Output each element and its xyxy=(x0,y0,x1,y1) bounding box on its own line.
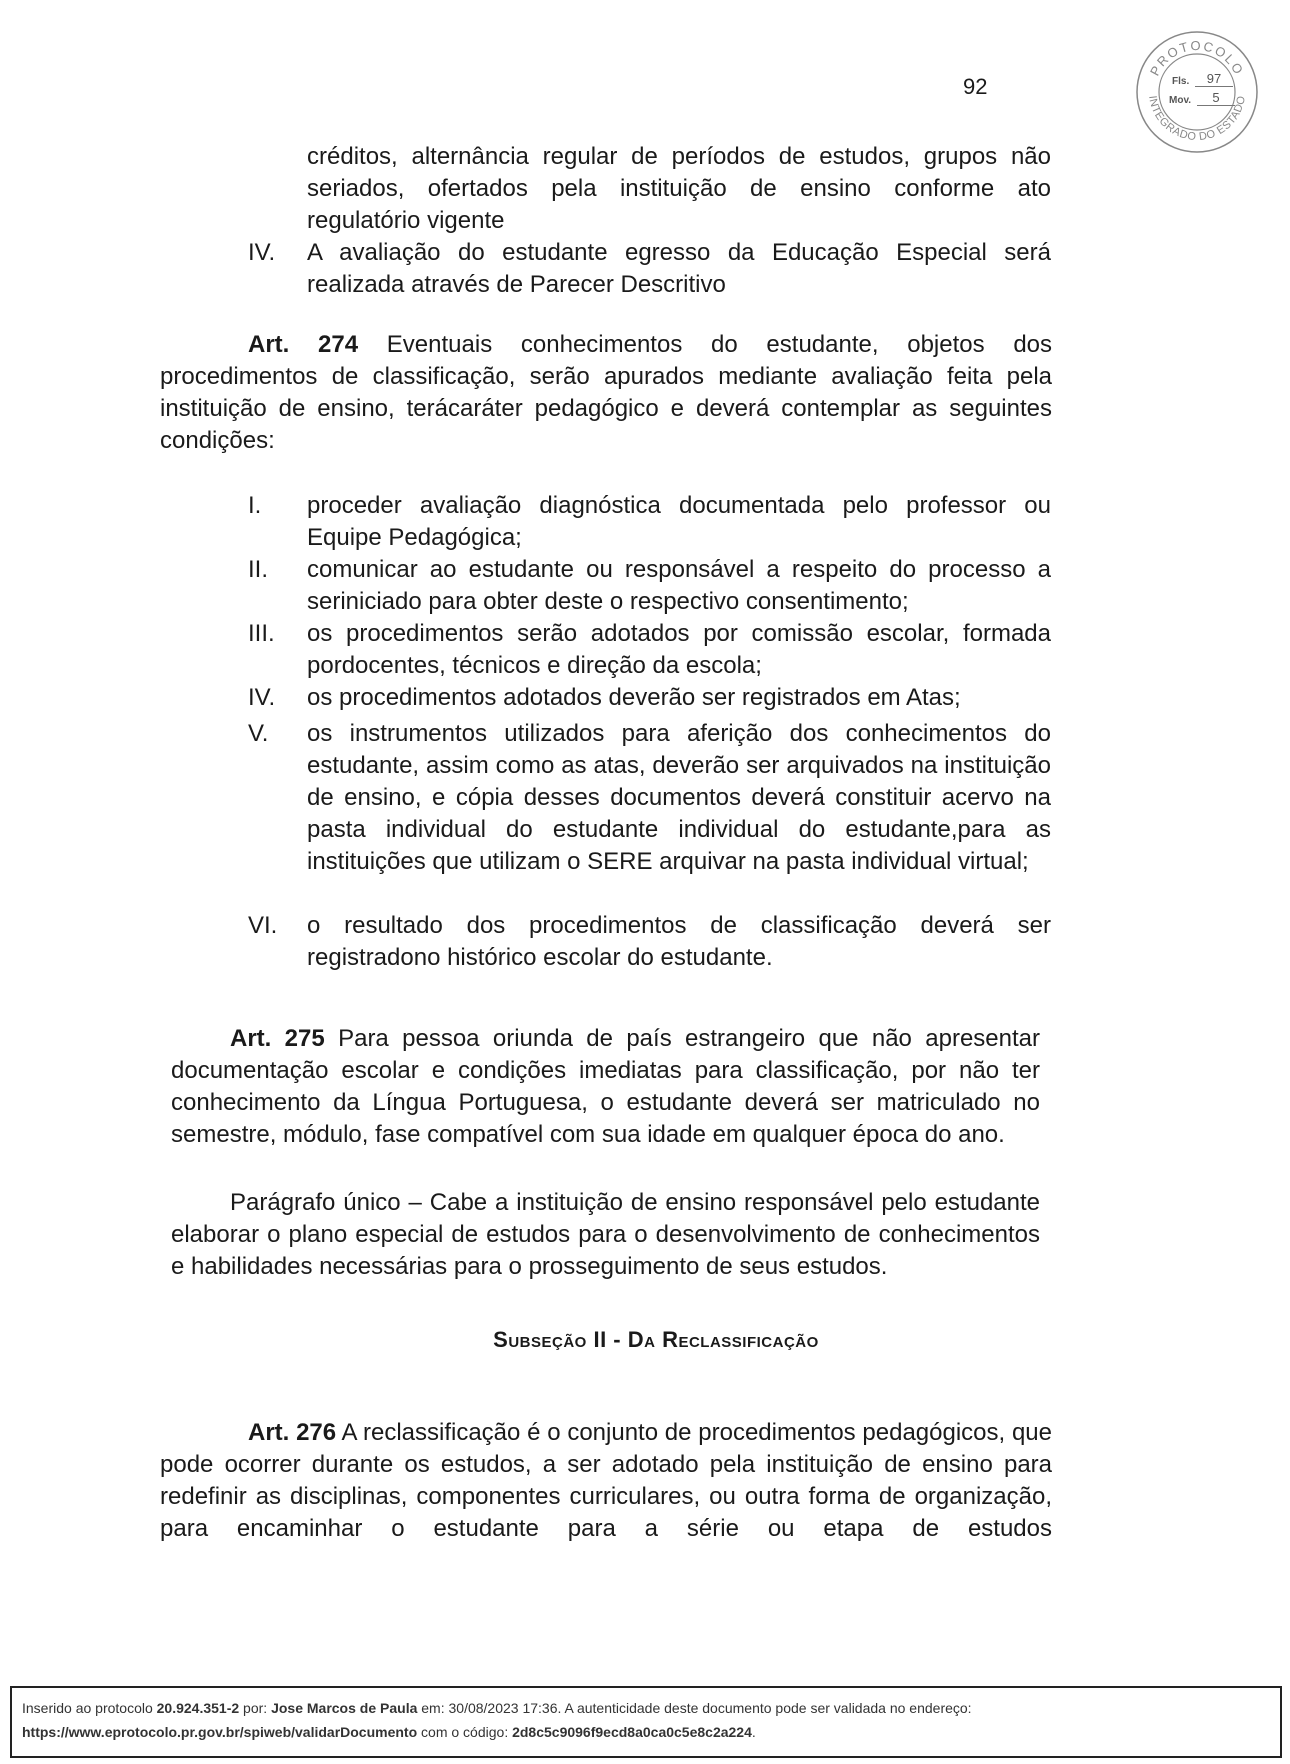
footer-text: Inserido ao protocolo xyxy=(22,1700,157,1716)
list-item-text: A avaliação do estudante egresso da Educação Especial será realizada através de Parecer Descritivo xyxy=(307,239,1051,298)
list-item-number: IV. xyxy=(248,239,276,266)
stamp-ring-top: PROTOCOLO xyxy=(1146,37,1248,79)
list-item xyxy=(248,718,1051,910)
article-label: Art. 276 xyxy=(248,1419,337,1446)
protocol-number: 20.924.351-2 xyxy=(156,1700,240,1716)
article-275 xyxy=(171,1023,1040,1151)
list-item-text: o resultado dos procedimentos de classificação deverá ser registradono histórico escolar do estudante. xyxy=(307,912,1051,971)
list-item-text: comunicar ao estudante ou responsável a respeito do processo a seriniciado para obter deste o respectivo consentimento; xyxy=(307,556,1051,615)
footer-text: com o código: xyxy=(417,1724,513,1740)
list-item-number: I. xyxy=(248,492,262,519)
stamp-fls-label: Fls. xyxy=(1172,76,1190,87)
list-item-number: III. xyxy=(248,620,275,647)
list-item xyxy=(248,682,1051,714)
list-item-number: IV. xyxy=(248,684,276,711)
stamp-mov-label: Mov. xyxy=(1169,95,1192,106)
authenticity-footer xyxy=(10,1686,1282,1758)
stamp-ring-bottom: INTEGRADO DO ESTADO xyxy=(1146,94,1248,144)
paragrafo-text: Parágrafo único – Cabe a instituição de ensino responsável pelo estudante elaborar o plano especial de estudos para o desenvolvimento de conhecimentos e habilidades necessárias para o prosseguimento de seus estudos. xyxy=(171,1189,1040,1280)
footer-text: em: 30/08/2023 17:36. A autenticidade deste documento pode ser validada no endereço: xyxy=(417,1700,972,1716)
list-item-number: VI. xyxy=(248,912,278,939)
protocol-stamp xyxy=(1135,30,1260,155)
paragrafo-unico xyxy=(171,1187,1040,1283)
article-text: Para pessoa oriunda de país estrangeiro que não apresentar documentação escolar e condições imediatas para classificação, por não ter conhecimento da Língua Portuguesa, o estudante deverá ser matriculado no semestre, módulo, fase compatível com sua idade em qualquer época do ano. xyxy=(171,1025,1040,1148)
page-number: 92 xyxy=(963,74,988,99)
list-item xyxy=(248,618,1051,682)
list-item xyxy=(248,554,1051,618)
list-item-text: os procedimentos adotados deverão ser registrados em Atas; xyxy=(307,684,961,711)
stamp-mov-value: 5 xyxy=(1197,91,1235,106)
article-label: Art. 274 xyxy=(248,331,359,358)
article-276 xyxy=(160,1417,1052,1545)
subsection-heading-text: Subseção II - Da Reclassificação xyxy=(493,1327,819,1352)
list-item-text: os procedimentos serão adotados por comissão escolar, formada pordocentes, técnicos e direção da escola; xyxy=(307,620,1051,679)
list-item-number: II. xyxy=(248,556,269,583)
list-item-text: os instrumentos utilizados para aferição dos conhecimentos do estudante, assim como as atas, deverão ser arquivados na instituição de ensino, e cópia desses documentos deverá constituir acervo na pasta individual do estudante individual do estudante,para as instituições que utilizam o SERE arquivar na pasta individual virtual; xyxy=(307,720,1051,875)
footer-line-1 xyxy=(22,1696,1270,1720)
footer-line-2 xyxy=(22,1720,1270,1744)
footer-text: . xyxy=(751,1724,756,1740)
list-item xyxy=(248,490,1051,554)
footer-text: por: xyxy=(239,1700,272,1716)
list-item-text: proceder avaliação diagnóstica documentada pelo professor ou Equipe Pedagógica; xyxy=(307,492,1051,551)
article-text: Eventuais conhecimentos do estudante, objetos dos procedimentos de classificação, serão apurados mediante avaliação feita pela instituição de ensino, terácaráter pedagógico e deverá contemplar as seguintes condições: xyxy=(160,331,1053,454)
article-text: A reclassificação é o conjunto de procedimentos pedagógicos, que pode ocorrer durante os estudos, a ser adotado pela instituição de ensino para redefinir as disciplinas, componentes curriculares, ou outra forma de organização, para encaminhar o estudante para a série ou etapa de estudos xyxy=(160,1419,1052,1542)
list-item-number: V. xyxy=(248,720,269,747)
list-item xyxy=(248,237,1051,301)
validation-code: 2d8c5c9096f9ecd8a0ca0c5e8c2a224 xyxy=(512,1724,752,1740)
validation-url[interactable]: https://www.eprotocolo.pr.gov.br/spiweb/validarDocumento xyxy=(22,1724,418,1740)
subsection-heading xyxy=(160,1327,1152,1353)
stamp-fls-value: 97 xyxy=(1195,72,1233,87)
article-274 xyxy=(160,329,1052,457)
author-name: Jose Marcos de Paula xyxy=(271,1700,418,1716)
article-label: Art. 275 xyxy=(230,1025,325,1052)
list-item-continuation: créditos, alternância regular de períodos de estudos, grupos não seriados, ofertados pela instituição de ensino conforme ato regulatório vigente xyxy=(307,143,1051,234)
list-item xyxy=(248,910,1051,974)
